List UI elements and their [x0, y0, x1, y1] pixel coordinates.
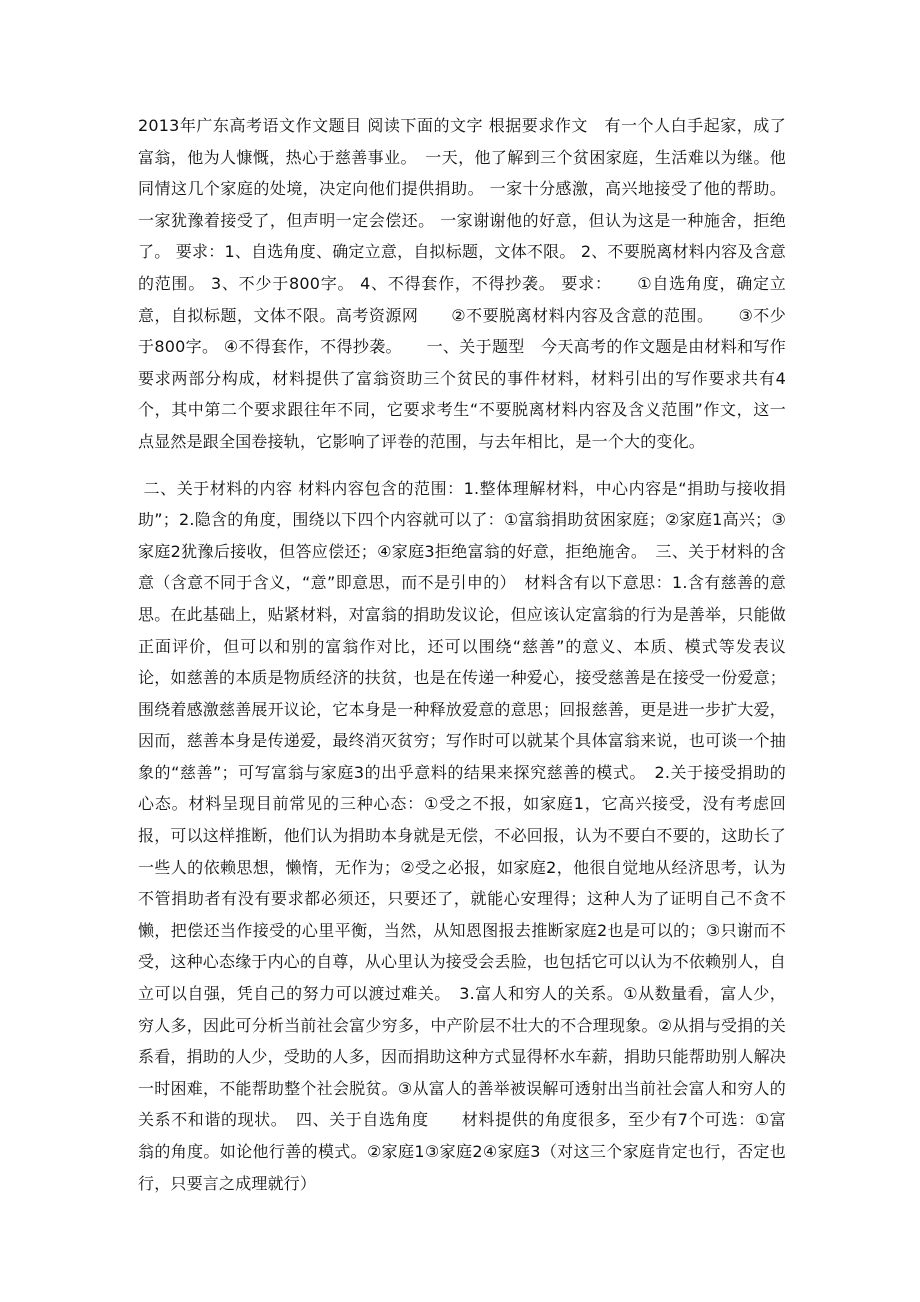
paragraph-2: 二、关于材料的内容 材料内容包含的范围：1.整体理解材料，中心内容是“捐助与接收捐助”；2.隐含的角度，围绕以下四个内容就可以了：①富翁捐助贫困家庭；②家庭1高兴；③家庭2犹豫后接收，但答应偿还；④家庭3拒绝富翁的好意，拒绝施舍。 三、关于材料的含意（含意不同于含义，“意”即意思，而不是引申的） 材料含有以下意思：1.含有慈善的意思。在此基础上，贴紧材料，对富翁的捐助发议论，但应该认定富翁的行为是善举，只能做正面评价，但可以和别的富翁作对比，还可以围绕“慈善”的意义、本质、模式等发表议论，如慈善的本质是物质经济的扶贫，也是在传递一种爱心，接受慈善是在接受一份爱意；围绕着感激慈善展开议论，它本身是一种释放爱意的意思；回报慈善，更是进一步扩大爱，因而，慈善本身是传递爱，最终消灭贫穷；写作时可以就某个具体富翁来说，也可谈一个抽象的“慈善”；可写富翁与家庭3的出乎意料的结果来探究慈善的模式。 2.关于接受捐助的心态。材料呈现目前常见的三种心态：①受之不报，如家庭1，它高兴接受，没有考虑回报，可以这样推断，他们认为捐助本身就是无偿，不必回报，认为不要白不要的，这助长了一些人的依赖思想，懒惰，无作为；②受之必报，如家庭2，他很自觉地从经济思考，认为不管捐助者有没有要求都必须还，只要还了，就能心安理得；这种人为了证明自己不贪不懒，把偿还当作接受的心里平衡，当然，从知恩图报去推断家庭2也是可以的；③只谢而不受，这种心态缘于内心的自尊，从心里认为接受会丢脸，也包括它可以认为不依赖别人，自立可以自强，凭自己的努力可以渡过难关。 3.富人和穷人的关系。①从数量看，富人少，穷人多，因此可分析当前社会富少穷多，中产阶层不壮大的不合理现象。②从捐与受捐的关系看，捐助的人少，受助的人多，因而捐助这种方式显得杯水车薪，捐助只能帮助别人解决一时困难，不能帮助整个社会脱贫。③从富人的善举被误解可透射出当前社会富人和穷人的关系不和谐的现状。 四、关于自选角度 材料提供的角度很多，至少有7个可选：①富翁的角度。如论他行善的模式。②家庭1③家庭2④家庭3（对这三个家庭肯定也行，否定也行，只要言之成理就行） [138, 478, 787, 1193]
paragraph-1: 2013年广东高考语文作文题目 阅读下面的文字 根据要求作文 有一个人白手起家，成了富翁，他为人慷慨，热心于慈善事业。 一天，他了解到三个贫困家庭，生活难以为继。他同情这几个家庭的处境，决定向他们提供捐助。 一家十分感激，高兴地接受了他的帮助。 一家犹豫着接受了，但声明一定会偿还。 一家谢谢他的好意，但认为这是一种施舍，拒绝了。 要求：1、自选角度、确定立意，自拟标题，文体不限。 2、不要脱离材料内容及含意的范围。 3、不少于800字。 4、不得套作，不得抄袭。 要求： ①自选角度，确定立意，自拟标题，文体不限。高考资源网 ②不要脱离材料内容及含意的范围。 ③不少于800字。 ④不得套作，不得抄袭。 一、关于题型 今天高考的作文题是由材料和写作要求两部分构成，材料提供了富翁资助三个贫民的事件材料，材料引出的写作要求共有4个，其中第二个要求跟往年不同，它要求考生“不要脱离材料内容及含义范围”作文，这一点显然是跟全国卷接轨，它影响了评卷的范围，与去年相比，是一个大的变化。 [138, 116, 792, 451]
document-body [138, 110, 792, 1199]
